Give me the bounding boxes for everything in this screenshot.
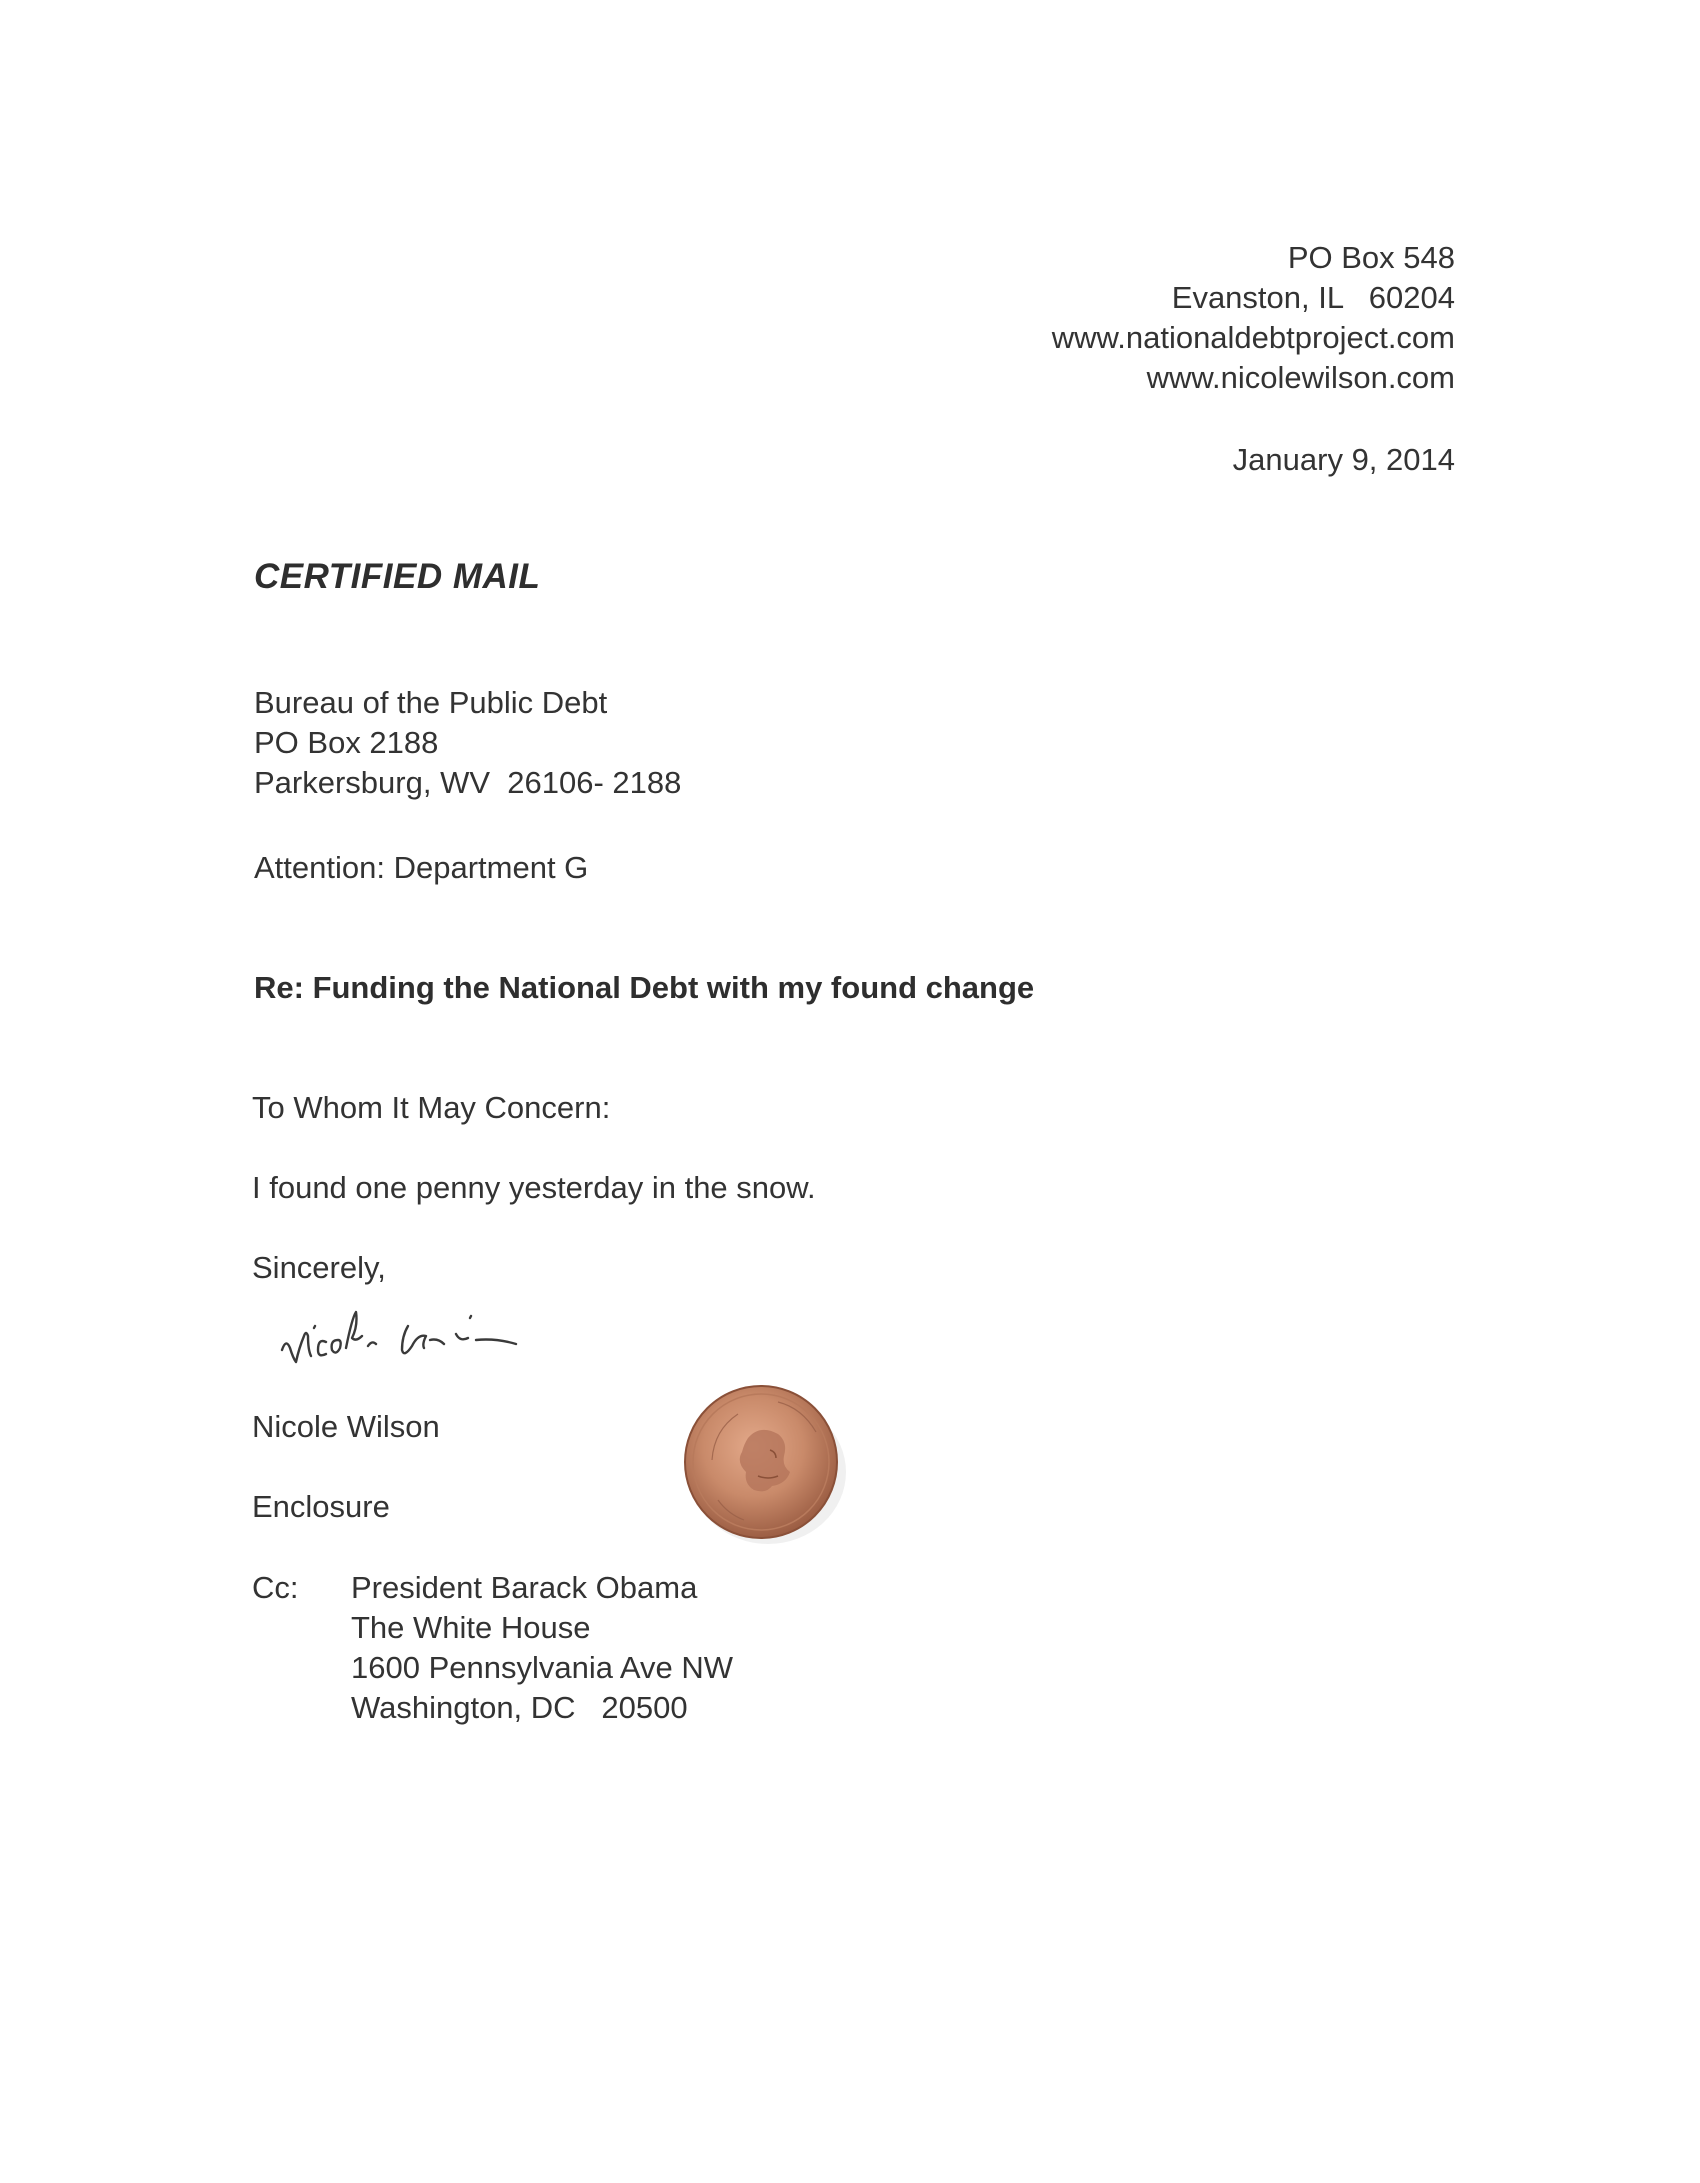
- attention-line: Attention: Department G: [254, 850, 589, 885]
- letter-body: I found one penny yesterday in the snow.: [252, 1170, 816, 1205]
- enclosure-note: Enclosure: [252, 1489, 390, 1524]
- recipient-address-line1: PO Box 2188: [254, 725, 439, 760]
- cc-line4: Washington, DC 20500: [351, 1690, 688, 1725]
- sender-address-line2: Evanston, IL 60204: [1171, 280, 1455, 315]
- recipient-name: Bureau of the Public Debt: [254, 685, 608, 720]
- cc-line1: President Barack Obama: [351, 1570, 698, 1605]
- closing: Sincerely,: [252, 1250, 386, 1285]
- sender-website-2: www.nicolewilson.com: [1146, 360, 1455, 395]
- recipient-address-line2: Parkersburg, WV 26106- 2188: [254, 765, 682, 800]
- penny-coin-image: [678, 1380, 848, 1545]
- cc-label: Cc:: [252, 1570, 299, 1605]
- cc-address: [351, 1568, 733, 1728]
- letter-date: January 9, 2014: [1232, 442, 1455, 477]
- sender-address-line1: PO Box 548: [1287, 240, 1455, 275]
- sender-website-1: www.nationaldebtproject.com: [1051, 320, 1455, 355]
- cc-line2: The White House: [351, 1610, 591, 1645]
- sender-address: [1052, 238, 1455, 398]
- sender-name: Nicole Wilson: [252, 1409, 440, 1444]
- subject-line: Re: Funding the National Debt with my found change: [254, 970, 1035, 1005]
- salutation: To Whom It May Concern:: [252, 1090, 611, 1125]
- certified-mail-label: CERTIFIED MAIL: [254, 557, 541, 596]
- handwritten-signature: [270, 1290, 620, 1380]
- recipient-address: [254, 683, 681, 803]
- cc-line3: 1600 Pennsylvania Ave NW: [351, 1650, 733, 1685]
